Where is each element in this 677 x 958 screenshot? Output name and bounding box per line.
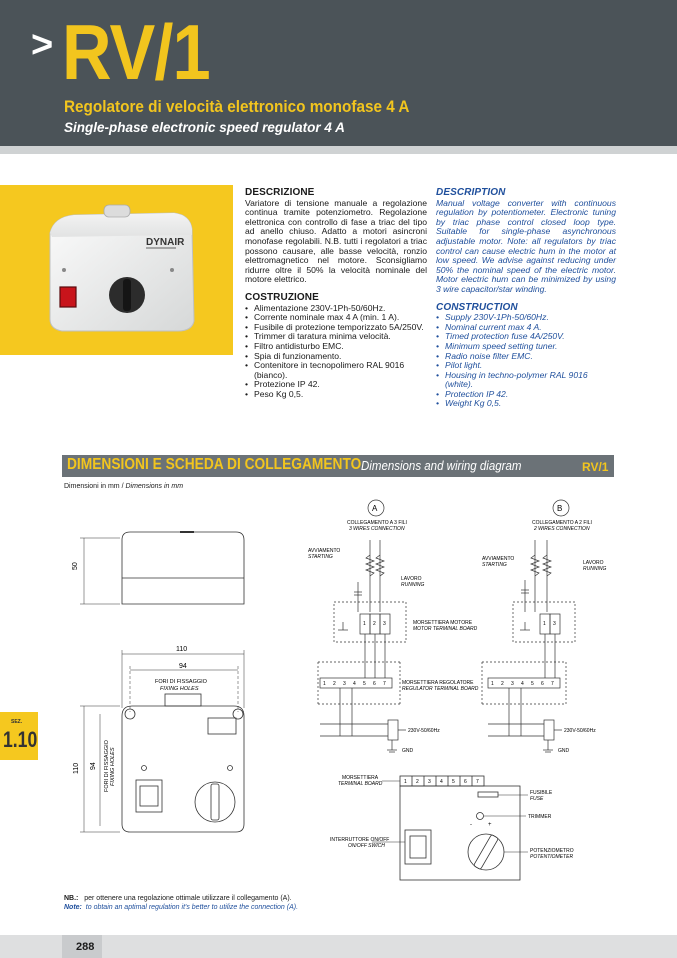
list-item: • Minimum speed setting tuner.	[436, 342, 616, 352]
trimmer-plus: +	[488, 822, 492, 828]
list-item: • Contenitore in tecnopolimero RAL 9016 (bianco).	[245, 361, 427, 380]
list-item: • Radio noise filter EMC.	[436, 352, 616, 362]
italian-column	[245, 188, 427, 399]
dimensions-note	[64, 483, 183, 490]
fuse-label-english: FUSE	[530, 796, 544, 802]
wiring-a-running-italian: LAVORO	[401, 576, 422, 582]
wiring-a-running-english: RUNNING	[401, 582, 425, 588]
chevron-icon: >	[31, 24, 54, 66]
wiring-b-starting-italian: AVVIAMENTO	[482, 556, 515, 562]
reg-b-terminal-6: 6	[541, 681, 544, 687]
reg-b-terminal-7: 7	[551, 681, 554, 687]
note-label-italian: NB.:	[64, 895, 79, 902]
wiring-b-title-italian: COLLEGAMENTO A 2 FILI	[532, 520, 592, 526]
dimension-width-total: 110	[176, 646, 188, 653]
reg-b-terminal-4: 4	[521, 681, 524, 687]
model-title: RV/1	[62, 8, 210, 96]
fixing-holes-label-italian: FORI DI FISSAGGIO	[155, 679, 207, 685]
list-item: • Peso Kg 0,5.	[245, 390, 427, 400]
trimmer-minus: -	[470, 822, 472, 828]
list-item: • Corrente nominale max 4 A (min. 1 A).	[245, 313, 427, 323]
product-title-italian: Regolatore di velocità elettronico monofase 4 A	[64, 97, 410, 116]
construction-heading-italian: COSTRUZIONE	[245, 291, 319, 303]
product-title-english: Single-phase electronic speed regulator 4 A	[64, 120, 345, 135]
reg-a-terminal-1: 1	[323, 681, 326, 687]
reg-a-terminal-7: 7	[383, 681, 386, 687]
list-item: • Timed protection fuse 4A/250V.	[436, 332, 616, 342]
technical-drawings	[0, 490, 677, 910]
reg-a-terminal-2: 2	[333, 681, 336, 687]
list-item: • Trimmer di taratura minima velocità.	[245, 332, 427, 342]
board-terminal-6: 6	[464, 779, 467, 785]
motor-terminal-board-italian: MORSETTIERA MOTORE	[413, 620, 473, 626]
header-divider	[0, 146, 677, 154]
list-item: • Alimentazione 230V-1Ph-50/60Hz.	[245, 304, 427, 314]
list-item: • Spia di funzionamento.	[245, 352, 427, 362]
fixing-holes-vertical-italian: FORI DI FISSAGGIO	[104, 740, 110, 792]
board-terminal-5: 5	[452, 779, 455, 785]
board-terminal-7: 7	[476, 779, 479, 785]
construction-list-english	[436, 313, 616, 409]
wiring-b-gnd: GND	[558, 748, 570, 754]
switch-label-english: ON/OFF SWICH	[348, 843, 385, 849]
description-heading-english: DESCRIPTION	[436, 187, 506, 198]
wiring-a-title-italian: COLLEGAMENTO A 3 FILI	[347, 520, 407, 526]
board-terminal-label-english: TERMINAL BOARD	[338, 781, 383, 787]
reg-b-terminal-2: 2	[501, 681, 504, 687]
dimension-height-front: 110	[73, 762, 80, 774]
list-item: • Protection IP 42.	[436, 390, 616, 400]
dimension-width-holes: 94	[179, 663, 187, 670]
description-text-italian: Variatore di tensione manuale a regolazione continua tramite potenziometro. Regolazione elettronica con controllo di fase a triac del tipo ad anello chiuso. Adatto a motori asincroni monofase regolabili. N.B. tutti i regolatori a triac possono causare, alle basse velocità, ronzio elettromagnetico nel motore. Sconsigliamo ridurre oltre il 50% la velocità nominale del motore elettrico.	[245, 197, 427, 285]
list-item: • Protezione IP 42.	[245, 380, 427, 390]
reg-b-terminal-5: 5	[531, 681, 534, 687]
page-number: 288	[76, 941, 95, 953]
wiring-a-gnd: GND	[402, 748, 414, 754]
note-label-english: Note:	[64, 904, 82, 911]
list-item: • Housing in techno-polymer RAL 9016 (white).	[436, 371, 616, 390]
section-title: DIMENSIONI E SCHEDA DI COLLEGAMENTO	[67, 456, 362, 473]
reg-b-terminal-3: 3	[511, 681, 514, 687]
dimensions-note-english: Dimensions in mm	[125, 483, 184, 490]
wiring-b-supply: 230V-50/60Hz	[564, 728, 596, 734]
reg-a-terminal-5: 5	[363, 681, 366, 687]
wiring-a-title-english: 3 WIRES CONNECTION	[349, 526, 405, 532]
reg-b-terminal-1: 1	[491, 681, 494, 687]
board-terminal-1: 1	[404, 779, 407, 785]
section-tab-label: SEZ.	[11, 719, 23, 725]
reg-a-terminal-3: 3	[343, 681, 346, 687]
board-terminal-label-italian: MORSETTIERA	[342, 775, 379, 781]
reg-a-terminal-4: 4	[353, 681, 356, 687]
note-text-english: to obtain an aptimal regulation it's better to utilize the connection (A).	[85, 904, 299, 911]
board-terminal-2: 2	[416, 779, 419, 785]
regulator-terminal-board-english: REGULATOR TERMINAL BOARD	[402, 686, 479, 692]
brand-logo: DYNAIR	[146, 237, 185, 248]
dimension-height-side: 50	[72, 562, 79, 570]
wiring-a-supply: 230V-50/60Hz	[408, 728, 440, 734]
motor-terminal-1: 1	[363, 621, 366, 627]
regulator-terminal-board-italian: MORSETTIERA REGOLATORE	[402, 680, 474, 686]
description-text-english: Manual voltage converter with continuous regulation by potentiometer. Electronic tuning by triac phase control closed loop type. Suitable for single-phase asynchronous adjustable motor. Note: all regulators by triac control can cause electric hum in the motor at low speed. We advise against reducing under 50% the nominal speed of the electric motor. Motor electric hum can be minimized by using 3 wire capacitor/star winding.	[436, 197, 616, 294]
wiring-b-title-english: 2 WIRES CONNECTION	[534, 526, 590, 532]
reg-a-terminal-6: 6	[373, 681, 376, 687]
wiring-a-circle-label: A	[372, 504, 378, 513]
motor-b-terminal-1: 1	[543, 621, 546, 627]
dimension-height-holes: 94	[90, 762, 97, 770]
list-item: • Supply 230V-1Ph-50/60Hz.	[436, 313, 616, 323]
trimmer-label: TRIMMER	[528, 814, 552, 820]
section-tab-number: 1.10	[3, 727, 38, 752]
dimensions-note-italian: Dimensioni in mm	[64, 483, 120, 490]
wiring-b-running-italian: LAVORO	[583, 560, 604, 566]
list-item: • Nominal current max 4 A.	[436, 323, 616, 333]
product-photo	[44, 203, 196, 333]
motor-terminal-board-english: MOTOR TERMINAL BOARD	[413, 626, 478, 632]
potentiometer-label-english: POTENTIOMETER	[530, 854, 574, 860]
motor-terminal-2: 2	[373, 621, 376, 627]
wiring-a-starting-italian: AVVIAMENTO	[308, 548, 341, 554]
fuse-label-italian: FUSIBILE	[530, 790, 553, 796]
board-terminal-4: 4	[440, 779, 443, 785]
wiring-b-running-english: RUNNING	[583, 566, 607, 572]
motor-terminal-3: 3	[383, 621, 386, 627]
construction-heading-english: CONSTRUCTION	[436, 301, 518, 313]
section-code: RV/1	[582, 460, 609, 474]
wiring-a-starting-english: STARTING	[308, 554, 333, 560]
note-italian	[64, 895, 292, 902]
description-heading-italian: DESCRIZIONE	[245, 187, 315, 198]
section-subtitle: Dimensions and wiring diagram	[361, 459, 522, 473]
dimensions-note-separator: /	[119, 483, 126, 490]
note-english	[64, 904, 298, 911]
list-item: • Filtro antidisturbo EMC.	[245, 342, 427, 352]
motor-b-terminal-3: 3	[553, 621, 556, 627]
list-item: • Weight Kg 0,5.	[436, 399, 616, 409]
wiring-b-circle-label: B	[557, 504, 563, 513]
english-column	[436, 188, 616, 409]
note-text-italian: per ottenere una regolazione ottimale utilizzare il collegamento (A).	[84, 895, 292, 902]
list-item: • Pilot light.	[436, 361, 616, 371]
potentiometer-label-italian: POTENZIOMETRO	[530, 848, 574, 854]
fixing-holes-label-english: FIXING HOLES	[160, 686, 199, 692]
list-item: • Fusibile di protezione temporizzato 5A/250V.	[245, 323, 427, 333]
switch-label-italian: INTERRUTTORE ON/OFF	[330, 837, 390, 843]
fixing-holes-vertical-english: FIXING HOLES	[110, 747, 116, 786]
board-terminal-3: 3	[428, 779, 431, 785]
construction-list-italian	[245, 304, 427, 400]
wiring-b-starting-english: STARTING	[482, 562, 507, 568]
